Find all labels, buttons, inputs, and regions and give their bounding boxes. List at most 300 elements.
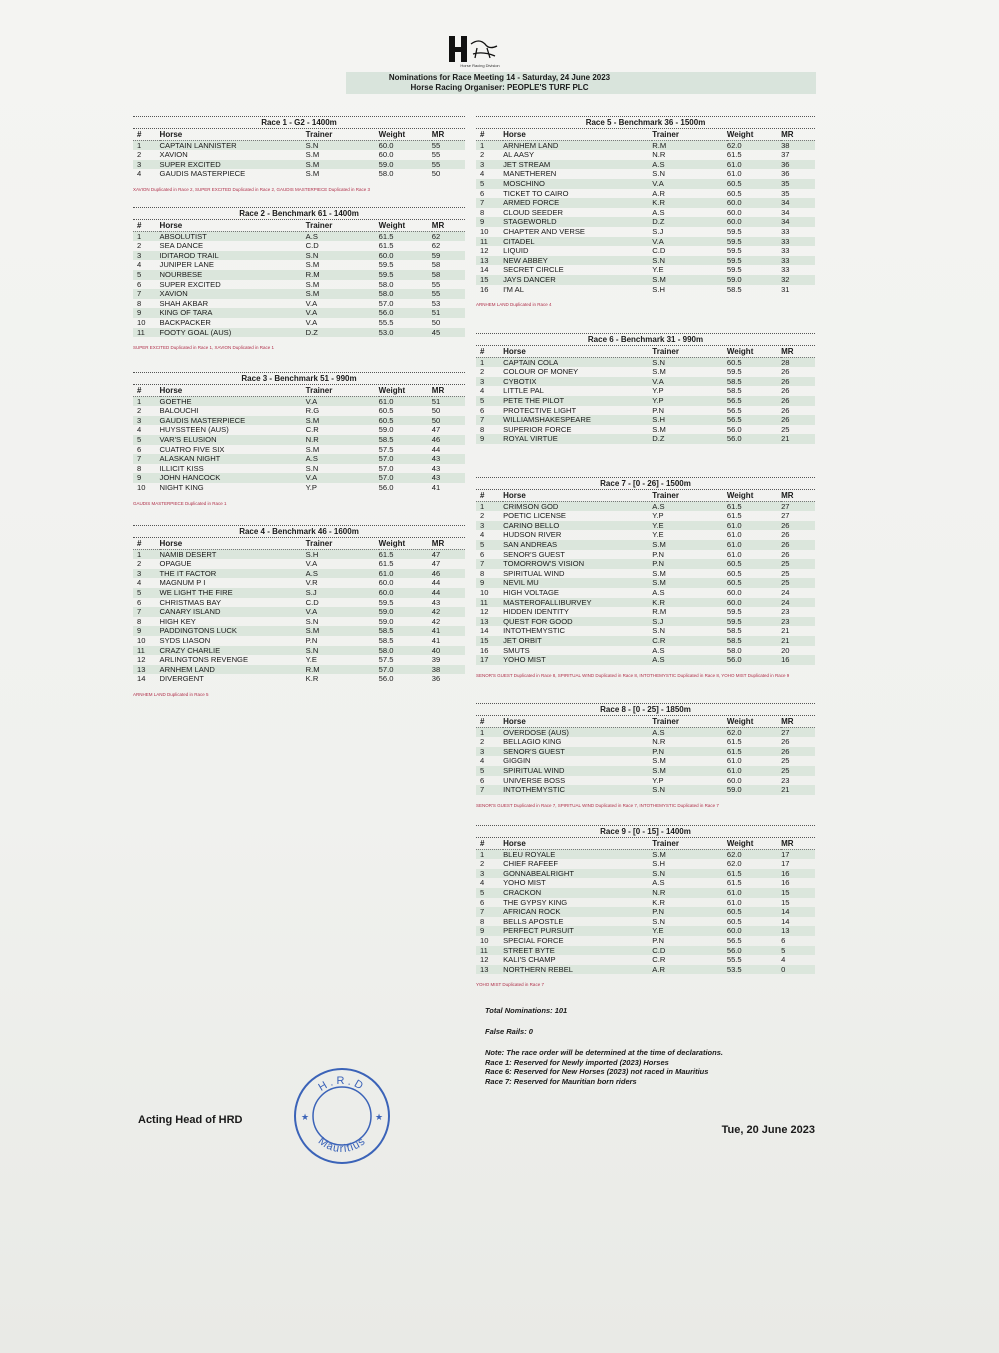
table-row bbox=[476, 386, 815, 396]
cell-trainer: V.A bbox=[652, 237, 727, 247]
svg-text:★: ★ bbox=[301, 1113, 310, 1123]
cell-mr: 27 bbox=[781, 727, 815, 737]
table-row bbox=[133, 251, 465, 261]
cell-trainer: V.A bbox=[305, 298, 318, 308]
duplicate-note: ARNHEM LAND Duplicated in Race 5 bbox=[133, 691, 209, 697]
cell-trainer: S.M bbox=[305, 260, 320, 270]
col-horse-header: Horse bbox=[160, 130, 306, 140]
cell-num: 4 bbox=[480, 878, 485, 888]
cell-num: 9 bbox=[476, 434, 503, 444]
cell-weight: 58.5 bbox=[726, 284, 742, 294]
cell-num: 4 bbox=[137, 169, 142, 179]
cell-mr: 62 bbox=[431, 241, 441, 251]
cell-weight: 59.5 bbox=[726, 246, 742, 256]
cell-num: 3 bbox=[476, 521, 503, 531]
cell-weight: 57.0 bbox=[379, 665, 432, 675]
cell-mr: 14 bbox=[781, 916, 790, 926]
table-row bbox=[476, 737, 815, 747]
table-row bbox=[133, 617, 465, 627]
cell-horse: YOHO MIST bbox=[503, 655, 652, 665]
cell-num: 3 bbox=[133, 251, 160, 261]
cell-trainer: S.M bbox=[652, 578, 727, 588]
cell-mr: 33 bbox=[781, 256, 815, 266]
cell-trainer: C.R bbox=[652, 636, 727, 646]
cell-weight: 62.0 bbox=[726, 859, 742, 869]
cell-horse: STAGEWORLD bbox=[503, 217, 652, 227]
table-row bbox=[476, 578, 815, 588]
cell-weight: 57.0 bbox=[379, 454, 432, 464]
logo-subtitle: Horse Racing Division bbox=[460, 63, 500, 68]
cell-horse: CRIMSON GOD bbox=[503, 501, 652, 511]
cell-mr: 6 bbox=[781, 935, 786, 945]
cell-num: 12 bbox=[137, 655, 146, 665]
cell-num: 2 bbox=[480, 737, 485, 747]
cell-trainer: D.Z bbox=[306, 328, 379, 338]
cell-mr: 44 bbox=[431, 578, 441, 588]
cell-mr: 46 bbox=[432, 435, 465, 445]
col-mr-header: MR bbox=[781, 491, 815, 501]
cell-horse: ROYAL VIRTUE bbox=[503, 434, 652, 444]
cell-trainer: D.Z bbox=[652, 217, 727, 227]
cell-num: 11 bbox=[476, 598, 503, 608]
cell-trainer: Y.E bbox=[652, 521, 727, 531]
cell-num: 2 bbox=[137, 241, 142, 251]
cell-weight: 59.5 bbox=[726, 265, 742, 275]
cell-horse: BACKPACKER bbox=[159, 317, 211, 327]
duplicate-note: ARNHEM LAND Duplicated in Race 4 bbox=[476, 302, 552, 308]
cell-num: 4 bbox=[137, 578, 142, 588]
table-row bbox=[133, 328, 465, 338]
cell-horse: POETIC LICENSE bbox=[503, 511, 566, 521]
cell-horse: CRAZY CHARLIE bbox=[160, 646, 306, 656]
cell-horse: HUDSON RIVER bbox=[503, 530, 562, 540]
cell-horse: NORTHERN REBEL bbox=[503, 965, 652, 975]
cell-weight: 56.0 bbox=[726, 424, 742, 434]
cell-mr: 25 bbox=[781, 578, 815, 588]
stamp-top-text: H.R.D bbox=[316, 1075, 368, 1094]
cell-num: 12 bbox=[480, 955, 489, 965]
cell-mr: 34 bbox=[781, 207, 790, 217]
cell-weight: 58.0 bbox=[378, 169, 394, 179]
cell-weight: 55.5 bbox=[726, 955, 742, 965]
table-row bbox=[476, 256, 815, 266]
cell-trainer: Y.E bbox=[305, 655, 317, 665]
cell-trainer: P.N bbox=[652, 747, 727, 757]
cell-mr: 38 bbox=[781, 140, 815, 150]
col-mr-header: MR bbox=[432, 130, 465, 140]
cell-num: 2 bbox=[137, 559, 142, 569]
cell-mr: 23 bbox=[781, 617, 815, 627]
cell-trainer: S.M bbox=[652, 568, 666, 578]
table-row bbox=[476, 588, 815, 598]
duplicate-note: YOHO MIST Duplicated in Race 7 bbox=[476, 982, 544, 988]
cell-mr: 32 bbox=[781, 275, 815, 285]
table-row bbox=[476, 227, 815, 237]
cell-trainer: Y.P bbox=[652, 775, 664, 785]
cell-num: 1 bbox=[476, 357, 503, 367]
cell-trainer: C.R bbox=[652, 955, 666, 965]
cell-weight: 57.5 bbox=[378, 655, 394, 665]
col-horse-header: Horse bbox=[503, 717, 652, 727]
cell-mr: 37 bbox=[781, 150, 790, 160]
table-row bbox=[133, 308, 465, 318]
table-row bbox=[133, 160, 465, 170]
cell-weight: 60.0 bbox=[726, 207, 742, 217]
cell-trainer: V.A bbox=[306, 473, 379, 483]
cell-mr: 0 bbox=[781, 965, 815, 975]
cell-horse: CLOUD SEEDER bbox=[503, 207, 564, 217]
total-nominations: Total Nominations: 101 bbox=[485, 1006, 568, 1015]
table-row bbox=[476, 285, 815, 295]
cell-horse: NOURBESE bbox=[160, 270, 306, 280]
cell-num: 11 bbox=[476, 946, 503, 956]
cell-horse: GAUDIS MASTERPIECE bbox=[160, 416, 306, 426]
cell-weight: 61.0 bbox=[727, 160, 781, 170]
cell-horse: CITADEL bbox=[503, 237, 652, 247]
cell-num: 5 bbox=[476, 179, 503, 189]
table-row bbox=[476, 367, 815, 377]
cell-horse: GIGGIN bbox=[503, 756, 531, 766]
cell-weight: 61.5 bbox=[726, 737, 742, 747]
cell-horse: GONNABEALRIGHT bbox=[503, 869, 652, 879]
col-num-header: # bbox=[133, 130, 160, 140]
cell-weight: 62.0 bbox=[727, 140, 781, 150]
cell-weight: 56.0 bbox=[727, 655, 781, 665]
table-row bbox=[133, 607, 465, 617]
cell-num: 12 bbox=[480, 246, 489, 256]
cell-num: 16 bbox=[480, 645, 489, 655]
cell-trainer: V.A bbox=[652, 179, 727, 189]
table-row bbox=[476, 859, 815, 869]
col-num-header: # bbox=[476, 130, 503, 140]
cell-trainer: S.M bbox=[652, 540, 727, 550]
cell-weight: 60.0 bbox=[727, 926, 781, 936]
cell-num: 5 bbox=[476, 396, 503, 406]
table-row bbox=[476, 727, 815, 737]
hrd-logo-icon bbox=[447, 34, 509, 64]
cell-trainer: N.R bbox=[652, 737, 666, 747]
cell-trainer: S.N bbox=[306, 140, 379, 150]
cell-weight: 62.0 bbox=[727, 849, 781, 859]
cell-horse: PADDINGTONS LUCK bbox=[160, 626, 306, 636]
cell-trainer: S.M bbox=[306, 289, 379, 299]
cell-num: 1 bbox=[476, 140, 503, 150]
cell-mr: 41 bbox=[431, 635, 441, 645]
cell-mr: 33 bbox=[781, 246, 790, 256]
table-row bbox=[133, 598, 465, 608]
cell-horse: XAVION bbox=[160, 289, 306, 299]
cell-trainer: S.M bbox=[652, 367, 666, 377]
cell-mr: 16 bbox=[781, 655, 815, 665]
cell-horse: ABSOLUTIST bbox=[160, 231, 306, 241]
table-row bbox=[133, 416, 465, 426]
cell-weight: 57.0 bbox=[378, 463, 394, 473]
race-title: Race 9 - [0 - 15] - 1400m bbox=[476, 825, 815, 838]
col-weight-header: Weight bbox=[727, 347, 781, 357]
cell-num: 1 bbox=[133, 549, 160, 559]
cell-trainer: Y.P bbox=[652, 511, 664, 521]
cell-num: 15 bbox=[476, 636, 503, 646]
race-table bbox=[133, 130, 465, 179]
cell-weight: 61.5 bbox=[379, 549, 432, 559]
cell-horse: JAYS DANCER bbox=[503, 275, 652, 285]
table-row bbox=[476, 598, 815, 608]
cell-mr: 26 bbox=[781, 521, 815, 531]
race-3 bbox=[133, 372, 465, 506]
cell-num: 5 bbox=[476, 888, 503, 898]
col-trainer-header: Trainer bbox=[652, 130, 727, 140]
table-row bbox=[476, 878, 815, 888]
cell-mr: 23 bbox=[781, 775, 790, 785]
note-line: Race 7: Reserved for Mauritian born riders bbox=[485, 1076, 637, 1086]
cell-trainer: A.S bbox=[652, 207, 665, 217]
cell-weight: 56.5 bbox=[727, 415, 781, 425]
col-trainer-header: Trainer bbox=[652, 839, 727, 849]
cell-trainer: S.H bbox=[652, 859, 665, 869]
cell-weight: 60.0 bbox=[726, 775, 742, 785]
cell-mr: 43 bbox=[431, 463, 441, 473]
cell-trainer: R.M bbox=[652, 607, 667, 617]
cell-num: 6 bbox=[137, 279, 142, 289]
cell-weight: 58.5 bbox=[379, 435, 432, 445]
cell-trainer: A.S bbox=[306, 231, 379, 241]
table-row bbox=[133, 559, 465, 569]
table-row bbox=[476, 396, 815, 406]
cell-trainer: Y.P bbox=[305, 482, 317, 492]
cell-mr: 16 bbox=[781, 878, 790, 888]
table-row bbox=[133, 280, 465, 290]
cell-num: 1 bbox=[133, 140, 160, 150]
cell-mr: 34 bbox=[781, 217, 815, 227]
cell-horse: YOHO MIST bbox=[503, 878, 546, 888]
race-1 bbox=[133, 116, 465, 192]
cell-weight: 61.0 bbox=[379, 569, 432, 579]
cell-horse: OVERDOSE (AUS) bbox=[503, 727, 652, 737]
race-table bbox=[133, 221, 465, 337]
cell-trainer: A.S bbox=[652, 160, 727, 170]
cell-horse: ARMED FORCE bbox=[503, 198, 652, 208]
cell-num: 12 bbox=[480, 607, 489, 617]
cell-trainer: S.M bbox=[652, 766, 727, 776]
table-row bbox=[133, 396, 465, 406]
cell-trainer: P.N bbox=[652, 549, 664, 559]
cell-mr: 14 bbox=[781, 907, 815, 917]
cell-mr: 4 bbox=[781, 955, 786, 965]
cell-trainer: A.R bbox=[652, 188, 665, 198]
cell-num: 9 bbox=[476, 578, 503, 588]
cell-horse: KALI'S CHAMP bbox=[503, 955, 556, 965]
cell-mr: 50 bbox=[431, 169, 441, 179]
cell-weight: 60.0 bbox=[727, 598, 781, 608]
table-row bbox=[476, 907, 815, 917]
cell-weight: 59.5 bbox=[727, 617, 781, 627]
cell-horse: BELLAGIO KING bbox=[503, 737, 562, 747]
cell-weight: 58.5 bbox=[726, 626, 742, 636]
cell-trainer: P.N bbox=[305, 635, 318, 645]
cell-horse: MAGNUM P I bbox=[159, 578, 206, 588]
cell-horse: SPECIAL FORCE bbox=[503, 935, 564, 945]
cell-trainer: S.H bbox=[652, 415, 727, 425]
cell-mr: 55 bbox=[431, 150, 441, 160]
cell-weight: 60.0 bbox=[379, 251, 432, 261]
table-row bbox=[476, 626, 815, 636]
col-horse-header: Horse bbox=[503, 347, 652, 357]
col-horse-header: Horse bbox=[160, 386, 306, 396]
cell-trainer: A.S bbox=[652, 655, 727, 665]
cell-horse: ILLICIT KISS bbox=[159, 463, 204, 473]
cell-weight: 58.0 bbox=[379, 289, 432, 299]
cell-mr: 51 bbox=[432, 308, 465, 318]
cell-num: 1 bbox=[476, 501, 503, 511]
cell-trainer: V.A bbox=[305, 317, 318, 327]
svg-text:★: ★ bbox=[375, 1113, 384, 1123]
cell-mr: 39 bbox=[431, 655, 441, 665]
cell-trainer: K.R bbox=[652, 598, 727, 608]
cell-mr: 55 bbox=[432, 289, 465, 299]
table-row bbox=[133, 270, 465, 280]
cell-mr: 21 bbox=[781, 626, 790, 636]
cell-weight: 59.5 bbox=[378, 597, 394, 607]
col-trainer-header: Trainer bbox=[306, 221, 379, 231]
table-row bbox=[476, 275, 815, 285]
cell-num: 10 bbox=[137, 635, 146, 645]
cell-weight: 58.5 bbox=[726, 386, 742, 396]
cell-weight: 61.5 bbox=[726, 150, 742, 160]
cell-num: 7 bbox=[476, 559, 503, 569]
table-row bbox=[133, 483, 465, 493]
cell-num: 8 bbox=[137, 463, 142, 473]
cell-trainer: S.N bbox=[652, 169, 665, 179]
col-mr-header: MR bbox=[432, 386, 465, 396]
cell-mr: 40 bbox=[432, 646, 465, 656]
table-row bbox=[476, 617, 815, 627]
cell-weight: 59.5 bbox=[726, 607, 742, 617]
cell-horse: MANETHEREN bbox=[503, 169, 557, 179]
cell-num: 5 bbox=[133, 435, 160, 445]
cell-num: 3 bbox=[133, 160, 160, 170]
table-row bbox=[476, 501, 815, 511]
cell-horse: ARNHEM LAND bbox=[503, 140, 652, 150]
cell-horse: PERFECT PURSUIT bbox=[503, 926, 652, 936]
race-4 bbox=[133, 525, 465, 697]
cell-mr: 43 bbox=[432, 473, 465, 483]
table-row bbox=[133, 318, 465, 328]
col-mr-header: MR bbox=[781, 717, 815, 727]
race-title: Race 7 - [0 - 26] - 1500m bbox=[476, 477, 815, 490]
cell-num: 2 bbox=[480, 367, 485, 377]
cell-num: 9 bbox=[476, 926, 503, 936]
cell-weight: 60.0 bbox=[379, 140, 432, 150]
cell-trainer: K.R bbox=[305, 674, 319, 684]
table-row bbox=[133, 435, 465, 445]
col-num-header: # bbox=[476, 839, 503, 849]
cell-mr: 23 bbox=[781, 607, 790, 617]
cell-horse: SENOR'S GUEST bbox=[503, 747, 652, 757]
cell-weight: 60.0 bbox=[378, 150, 394, 160]
table-row bbox=[133, 169, 465, 179]
table-row bbox=[476, 917, 815, 927]
cell-mr: 55 bbox=[432, 140, 465, 150]
notes bbox=[485, 1048, 723, 1086]
cell-horse: CHAPTER AND VERSE bbox=[503, 226, 585, 236]
table-row bbox=[476, 237, 815, 247]
cell-num: 3 bbox=[133, 569, 160, 579]
cell-mr: 26 bbox=[781, 386, 790, 396]
cell-num: 7 bbox=[133, 454, 160, 464]
cell-num: 11 bbox=[476, 237, 503, 247]
cell-num: 13 bbox=[133, 665, 160, 675]
cell-weight: 59.5 bbox=[726, 226, 742, 236]
cell-weight: 59.0 bbox=[379, 607, 432, 617]
cell-weight: 60.0 bbox=[379, 588, 432, 598]
cell-weight: 60.5 bbox=[726, 188, 742, 198]
cell-horse: SEA DANCE bbox=[159, 241, 204, 251]
race-6 bbox=[476, 333, 815, 444]
col-trainer-header: Trainer bbox=[652, 491, 727, 501]
cell-num: 10 bbox=[480, 587, 489, 597]
cell-horse: STREET BYTE bbox=[503, 946, 652, 956]
cell-mr: 59 bbox=[432, 251, 465, 261]
cell-weight: 58.5 bbox=[378, 635, 394, 645]
cell-weight: 61.0 bbox=[379, 396, 432, 406]
cell-weight: 59.5 bbox=[727, 256, 781, 266]
cell-weight: 56.0 bbox=[727, 434, 781, 444]
cell-horse: AFRICAN ROCK bbox=[503, 907, 652, 917]
cell-trainer: R.M bbox=[306, 270, 379, 280]
cell-num: 7 bbox=[133, 289, 160, 299]
cell-weight: 59.5 bbox=[727, 237, 781, 247]
cell-mr: 21 bbox=[781, 785, 815, 795]
table-row bbox=[476, 636, 815, 646]
note-line: Race 1: Reserved for Newly imported (2023) Horses bbox=[485, 1057, 669, 1067]
cell-trainer: S.M bbox=[305, 279, 320, 289]
cell-trainer: C.D bbox=[305, 241, 319, 251]
table-row bbox=[476, 434, 815, 444]
duplicate-note: GAUDIS MASTERPIECE Duplicated in Race 1 bbox=[133, 500, 227, 506]
cell-horse: PETE THE PILOT bbox=[503, 396, 652, 406]
cell-weight: 60.5 bbox=[727, 357, 781, 367]
cell-horse: SUPER EXCITED bbox=[159, 279, 221, 289]
col-mr-header: MR bbox=[432, 539, 465, 549]
cell-trainer: R.M bbox=[652, 140, 727, 150]
cell-trainer: K.R bbox=[652, 897, 665, 907]
cell-mr: 27 bbox=[781, 501, 815, 511]
stamp-bottom-text: Mauritius bbox=[315, 1135, 369, 1156]
cell-weight: 59.0 bbox=[727, 275, 781, 285]
table-row bbox=[476, 756, 815, 766]
cell-trainer: S.M bbox=[652, 849, 727, 859]
cell-mr: 17 bbox=[781, 849, 815, 859]
cell-trainer: S.J bbox=[652, 617, 727, 627]
table-row bbox=[476, 530, 815, 540]
cell-num: 3 bbox=[476, 869, 503, 879]
cell-weight: 58.5 bbox=[727, 636, 781, 646]
table-row bbox=[476, 926, 815, 936]
cell-mr: 35 bbox=[781, 188, 790, 198]
race-title: Race 3 - Benchmark 51 - 990m bbox=[133, 372, 465, 385]
cell-mr: 15 bbox=[781, 897, 790, 907]
cell-num: 2 bbox=[480, 150, 485, 160]
cell-mr: 33 bbox=[781, 226, 790, 236]
cell-num: 4 bbox=[480, 169, 485, 179]
table-row bbox=[476, 265, 815, 275]
cell-num: 2 bbox=[137, 150, 142, 160]
cell-trainer: S.N bbox=[652, 256, 727, 266]
race-table bbox=[133, 539, 465, 684]
cell-mr: 26 bbox=[781, 540, 815, 550]
cell-trainer: S.N bbox=[306, 251, 379, 261]
race-2 bbox=[133, 207, 465, 350]
